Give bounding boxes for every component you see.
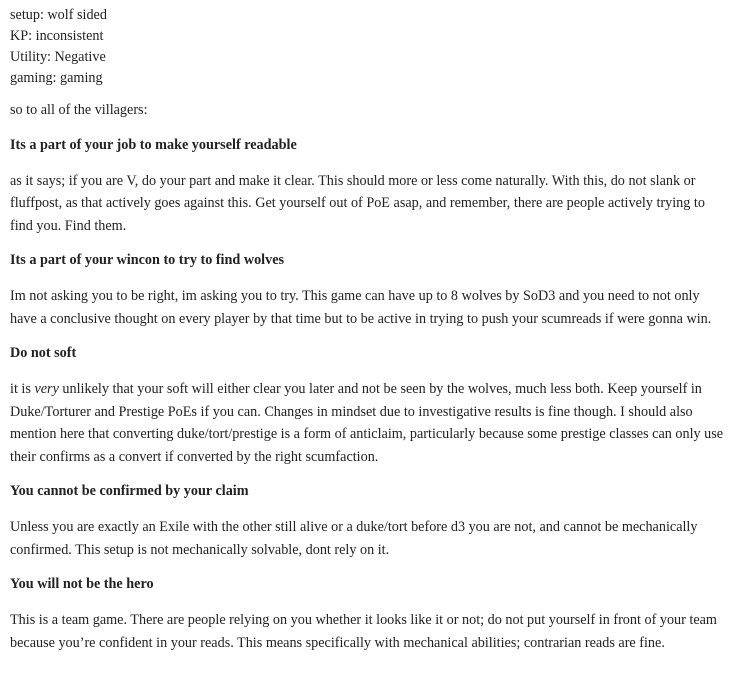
section-body-not-hero: This is a team game. There are people relying on you whether it looks like it or not; do not put yourself in front of your team because you’re confident in your reads. This means specifically with mechanical abilities; contrarian reads are fine.	[10, 612, 717, 651]
kp-line: KP: inconsistent	[10, 28, 104, 44]
section-heading-readable: Its a part of your job to make yourself readable	[10, 136, 297, 153]
emphasis-text: very	[34, 381, 59, 397]
section-body-readable: as it says; if you are V, do your part and make it clear. This should more or less come naturally. With this, do not slank or fluffpost, as that actively goes against this. Get yourself out of PoE asap, and remember, there are people actively trying to find you. Find them.	[10, 172, 705, 234]
section-heading-not-hero: You will not be the hero	[10, 576, 154, 592]
section-body-do-not-soft	[10, 378, 726, 468]
setup-summary	[10, 5, 726, 89]
section-heading-find-wolves: Its a part of your wincon to try to find wolves	[10, 252, 285, 268]
gaming-line: gaming: gaming	[10, 70, 103, 86]
utility-line: Utility: Negative	[10, 49, 106, 65]
intro-text: so to all of the villagers:	[10, 102, 148, 118]
setup-line: setup: wolf sided	[10, 7, 107, 23]
section-heading-not-confirmed: You cannot be confirmed by your claim	[10, 483, 249, 499]
section-heading-do-not-soft: Do not soft	[10, 345, 77, 361]
body-text-start: it is	[10, 381, 35, 397]
body-text-rest: unlikely that your soft will either clear you later and not be seen by the wolves, much less both. Keep yourself in Duke/Torturer and Prestige PoEs if you can. Changes in mindset due to investigative results is fine though. I should also mention here that converting duke/tort/prestige is a form of anticlaim, particularly because some prestige classes can only use their confirms as a convert if converted by the right scumfaction.	[10, 381, 724, 465]
section-body-not-confirmed: Unless you are exactly an Exile with the other still alive or a duke/tort before d3 you are not, and cannot be mechanically confirmed. This setup is not mechanically solvable, dont rely on it.	[10, 519, 698, 558]
section-body-find-wolves: Im not asking you to be right, im asking you to try. This game can have up to 8 wolves by SoD3 and you need to not only have a conclusive thought on every player by that time but to be active in trying to push your scumreads if were gonna win.	[10, 288, 712, 327]
